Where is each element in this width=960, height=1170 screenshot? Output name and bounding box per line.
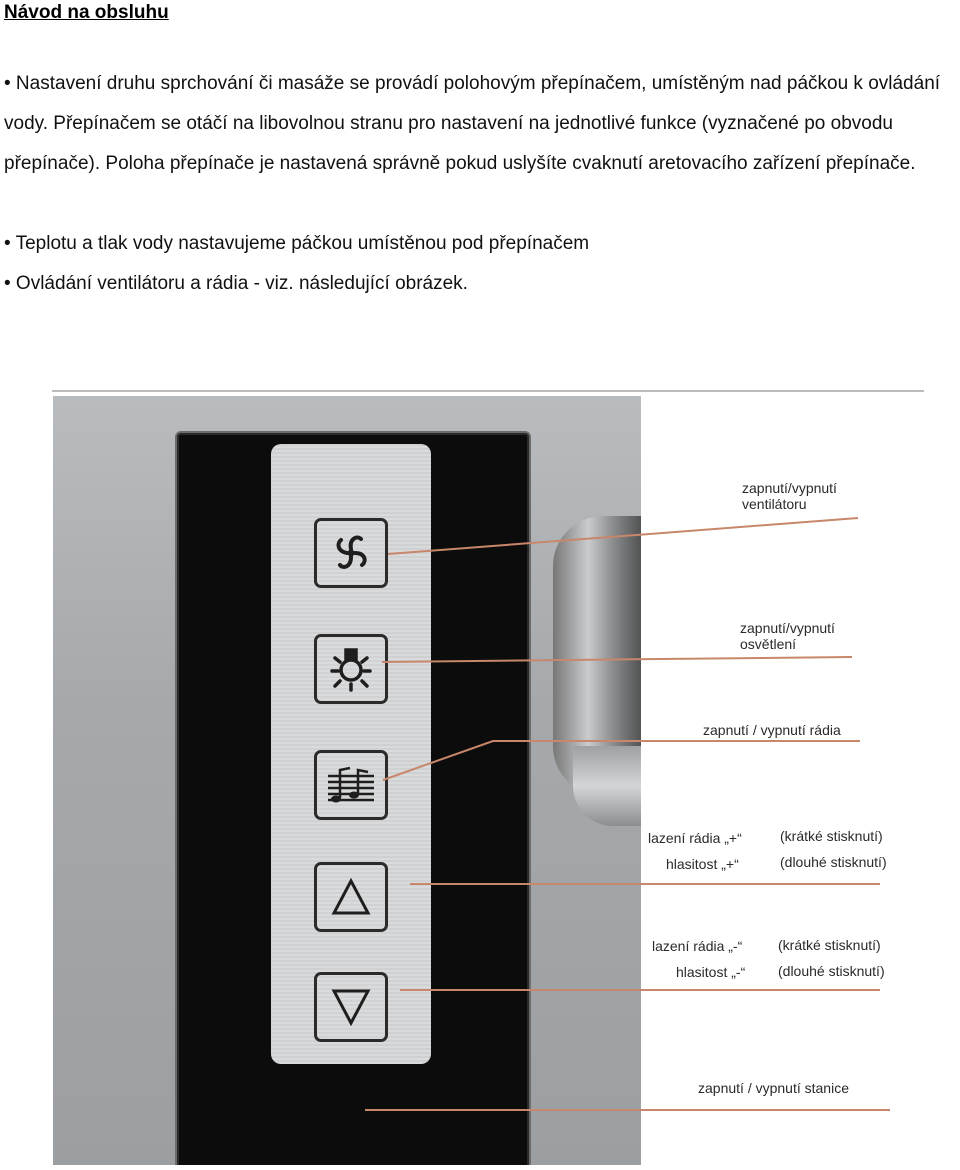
paragraph-fan-radio: • Ovládání ventilátoru a rádia - viz. následující obrázek. — [4, 273, 468, 294]
label-up-volume: hlasitost „+“ — [666, 856, 739, 872]
label-down-tune: lazení rádia „-“ — [652, 938, 743, 954]
label-up-volume-note: (dlouhé stisknutí) — [780, 854, 887, 870]
paragraph-water-lever: • Teplotu a tlak vody nastavujeme páčkou umístěnou pod přepínačem — [4, 233, 590, 254]
label-up-tune-note: (krátké stisknutí) — [780, 828, 883, 844]
label-down-volume-note: (dlouhé stisknutí) — [778, 963, 885, 979]
label-light-line1: zapnutí/vypnutí — [740, 620, 835, 636]
page-title: Návod na obsluhu — [4, 2, 169, 23]
label-down-volume: hlasitost „-“ — [676, 964, 746, 980]
label-up-tune: lazení rádia „+“ — [648, 830, 742, 846]
label-light-line2: osvětlení — [740, 636, 797, 652]
label-station: zapnutí / vypnutí stanice — [698, 1080, 849, 1096]
label-fan-line2: ventilátoru — [742, 496, 807, 512]
label-radio: zapnutí / vypnutí rádia — [703, 722, 841, 738]
paragraph-shower-switch: • Nastavení druhu sprchování či masáže se provádí polohovým přepínačem, umístěným nad páčkou k ovládání vody. Přepínačem se otáčí na libovolnou stranu pro nastavení na jednotlivé funkce (vyznačené po obvodu přepínače). Poloha přepínače je nastavená správně pokud uslyšíte cvaknutí aretovacího zařízení přepínače. — [4, 73, 941, 174]
label-fan-line1: zapnutí/vypnutí — [742, 480, 837, 496]
label-down-tune-note: (krátké stisknutí) — [778, 937, 881, 953]
